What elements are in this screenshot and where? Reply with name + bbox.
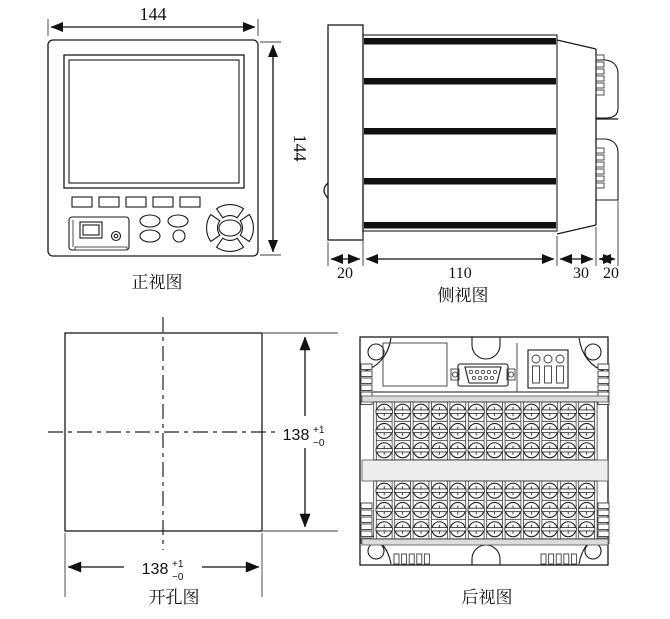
vent-comb-lower-right bbox=[598, 503, 609, 544]
function-key bbox=[180, 197, 200, 207]
corner-screw-hole bbox=[368, 344, 384, 360]
screw-slot bbox=[394, 410, 410, 413]
card-reader-door bbox=[69, 217, 129, 250]
screw-slot bbox=[505, 508, 521, 511]
cutout-width-value: 138 bbox=[141, 561, 169, 578]
screw-slot bbox=[394, 528, 410, 531]
screw-slot bbox=[560, 410, 576, 413]
round-button bbox=[173, 230, 185, 242]
cutout-width-tol-plus: +1 bbox=[172, 559, 184, 570]
function-key bbox=[153, 197, 173, 207]
screw-slot bbox=[376, 528, 392, 531]
screw-slot bbox=[560, 429, 576, 432]
rear-view-drawing bbox=[345, 300, 670, 619]
dpad-right-arc bbox=[240, 215, 253, 242]
vent-slat bbox=[598, 517, 609, 523]
side-view-caption: 侧视图 bbox=[437, 286, 489, 305]
screw-slot bbox=[560, 508, 576, 511]
screw-slot bbox=[486, 508, 502, 511]
side-dimensions bbox=[328, 200, 619, 282]
screw-slot bbox=[468, 429, 484, 432]
screw-slot bbox=[394, 429, 410, 432]
screw-slot bbox=[468, 449, 484, 452]
dpad-center-button bbox=[219, 220, 241, 236]
side-dim-cover: 20 bbox=[603, 265, 619, 282]
screw-slot bbox=[394, 489, 410, 492]
screw-slot bbox=[413, 429, 429, 432]
screw-slot bbox=[578, 528, 594, 531]
front-view-drawing bbox=[0, 0, 310, 300]
corner-screw-hole bbox=[585, 543, 601, 559]
cutout-height-tol-minus: −0 bbox=[313, 438, 325, 449]
bottom-vent-slots bbox=[394, 554, 576, 564]
front-panel bbox=[48, 40, 258, 256]
vent-slot bbox=[409, 554, 414, 564]
screw-slot bbox=[542, 449, 558, 452]
screw-slot bbox=[560, 449, 576, 452]
oval-button bbox=[140, 215, 160, 227]
front-dim-width bbox=[48, 4, 258, 36]
side-dim-bezel: 20 bbox=[337, 265, 353, 282]
screw-slot bbox=[468, 528, 484, 531]
vent-slot bbox=[394, 554, 399, 564]
screw-slot bbox=[431, 429, 447, 432]
screen bbox=[69, 60, 239, 183]
vent-slat bbox=[598, 378, 609, 384]
corner-screw-hole bbox=[368, 543, 384, 559]
screw-slot bbox=[578, 508, 594, 511]
screw-slot bbox=[578, 429, 594, 432]
screw-slot bbox=[523, 528, 539, 531]
screw-slot bbox=[542, 489, 558, 492]
rear-top-strip bbox=[362, 343, 606, 392]
screw-slot bbox=[468, 410, 484, 413]
cutout-width-tol-minus: −0 bbox=[172, 572, 184, 583]
front-buttons bbox=[140, 215, 188, 242]
vent-slot bbox=[402, 554, 407, 564]
screw-slot bbox=[431, 528, 447, 531]
screw-slot bbox=[376, 449, 392, 452]
dpad-up-arc bbox=[217, 205, 244, 218]
front-width-value: 144 bbox=[139, 4, 167, 24]
side-view-drawing bbox=[310, 0, 670, 310]
screw-slot bbox=[376, 410, 392, 413]
screw-slot bbox=[505, 528, 521, 531]
screw-slot bbox=[450, 508, 466, 511]
screw-slot bbox=[523, 410, 539, 413]
screw-slot bbox=[431, 410, 447, 413]
vent-slat bbox=[598, 531, 609, 537]
screw-slot bbox=[394, 449, 410, 452]
front-bezel bbox=[328, 25, 363, 240]
dpad-down-arc bbox=[217, 238, 244, 251]
side-dim-taper: 30 bbox=[573, 265, 589, 282]
screw-slot bbox=[578, 449, 594, 452]
screen-bezel bbox=[64, 55, 244, 188]
dpad-left-arc bbox=[207, 215, 220, 242]
vent-slat bbox=[598, 524, 609, 530]
db9-serial-connector bbox=[451, 364, 515, 386]
screw-slot bbox=[450, 489, 466, 492]
bottom-notch bbox=[472, 545, 500, 565]
front-view-caption: 正视图 bbox=[131, 273, 183, 292]
vent-slot bbox=[541, 554, 546, 564]
vent-comb-lower-left bbox=[361, 503, 372, 544]
screw-slot bbox=[486, 528, 502, 531]
screw-slot bbox=[523, 508, 539, 511]
screw-slot bbox=[542, 429, 558, 432]
cutout-view-caption: 开孔图 bbox=[148, 588, 200, 607]
blank-option-panel bbox=[383, 343, 447, 386]
screw-slot bbox=[523, 429, 539, 432]
terminal-area bbox=[362, 396, 608, 545]
screw-slot bbox=[376, 489, 392, 492]
front-height-value: 144 bbox=[290, 134, 310, 162]
vent-slat bbox=[361, 503, 372, 509]
screw-slot bbox=[542, 410, 558, 413]
oval-button bbox=[140, 230, 160, 242]
screw-slot bbox=[376, 508, 392, 511]
screw-slot bbox=[468, 508, 484, 511]
side-body bbox=[324, 25, 618, 240]
vent-slat bbox=[361, 524, 372, 530]
function-key bbox=[99, 197, 119, 207]
screw-slot bbox=[413, 410, 429, 413]
vent-slat bbox=[598, 364, 609, 370]
vent-slat bbox=[361, 517, 372, 523]
screw-slot bbox=[450, 410, 466, 413]
screw-slot bbox=[413, 508, 429, 511]
vent-slots-right bbox=[541, 554, 576, 564]
screw-slot bbox=[486, 489, 502, 492]
vent-slat bbox=[361, 371, 372, 377]
vent-slat bbox=[598, 385, 609, 391]
vent-slat bbox=[361, 364, 372, 370]
screw-slot bbox=[505, 410, 521, 413]
rear-taper bbox=[557, 40, 596, 234]
vent-slat bbox=[361, 378, 372, 384]
side-dim-body: 110 bbox=[448, 265, 472, 282]
screw-slot bbox=[505, 429, 521, 432]
cutout-view-drawing bbox=[0, 300, 345, 619]
corner-screw-hole bbox=[585, 344, 601, 360]
screw-slot bbox=[486, 410, 502, 413]
screw-slot bbox=[578, 489, 594, 492]
rear-view-caption: 后视图 bbox=[461, 588, 513, 607]
vent-slot bbox=[556, 554, 561, 564]
screw-slot bbox=[413, 449, 429, 452]
screw-slot bbox=[560, 528, 576, 531]
vent-slot bbox=[417, 554, 422, 564]
screw-slot bbox=[413, 489, 429, 492]
front-dim-height bbox=[260, 42, 310, 255]
screw-slot bbox=[468, 489, 484, 492]
vent-slot bbox=[549, 554, 554, 564]
screw-slot bbox=[505, 449, 521, 452]
cutout-square bbox=[48, 317, 290, 550]
function-key-row bbox=[72, 197, 200, 207]
vent-slat bbox=[598, 503, 609, 509]
screw-slot bbox=[542, 528, 558, 531]
screw-slot bbox=[578, 410, 594, 413]
vent-slat bbox=[361, 385, 372, 391]
screw-slot bbox=[486, 449, 502, 452]
mounting-rails bbox=[364, 38, 556, 229]
vent-slat bbox=[598, 510, 609, 516]
screw-slot bbox=[450, 449, 466, 452]
function-key bbox=[126, 197, 146, 207]
vent-slot bbox=[571, 554, 576, 564]
screw-slot bbox=[505, 489, 521, 492]
screw-slot bbox=[450, 429, 466, 432]
top-notch bbox=[472, 337, 500, 359]
screw-slot bbox=[431, 489, 447, 492]
vent-slat bbox=[598, 371, 609, 377]
dpad-navigation bbox=[207, 205, 254, 252]
screw-slot bbox=[523, 449, 539, 452]
function-key bbox=[72, 197, 92, 207]
vent-slots-left bbox=[394, 554, 429, 564]
terminal-teeth bbox=[596, 55, 604, 188]
screw-slot bbox=[486, 429, 502, 432]
cutout-height-value: 138 bbox=[282, 427, 310, 444]
screw-slot bbox=[523, 489, 539, 492]
screw-slot bbox=[560, 489, 576, 492]
vent-slot bbox=[424, 554, 429, 564]
screw-slot bbox=[394, 508, 410, 511]
door-screw bbox=[112, 232, 121, 241]
screw-slot bbox=[413, 528, 429, 531]
screw-slot bbox=[431, 449, 447, 452]
vent-slat bbox=[361, 531, 372, 537]
screw-slot bbox=[431, 508, 447, 511]
power-terminal-block bbox=[528, 350, 568, 388]
cutout-height-tol-plus: +1 bbox=[313, 425, 325, 436]
vent-slat bbox=[361, 510, 372, 516]
screw-slot bbox=[450, 528, 466, 531]
oval-button bbox=[168, 215, 188, 227]
screw-slot bbox=[542, 508, 558, 511]
vent-slot bbox=[564, 554, 569, 564]
screw-slot bbox=[376, 429, 392, 432]
